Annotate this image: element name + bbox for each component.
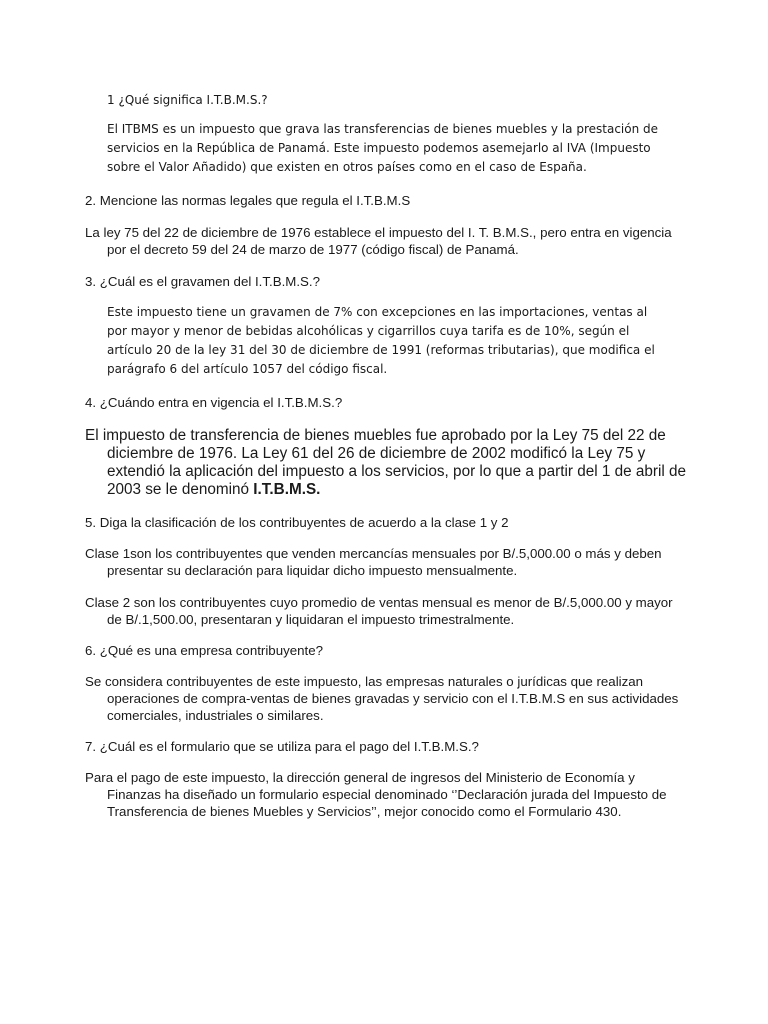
question-6-title: 6. ¿Qué es una empresa contribuyente?: [85, 643, 324, 658]
answer-4-text: El impuesto de transferencia de bienes muebles fue aprobado por la Ley 75 del 22 de diciembre de 1976. La Ley 61 del 26 de diciembre de 2002 modificó la Ley 75 y extendió la aplicación del impuesto a los servicios, por lo que a partir del 1 de abril de 2003 se le denominó: [85, 427, 687, 498]
question-7-title: 7. ¿Cuál es el formulario que se utiliza para el pago del I.T.B.M.S.?: [85, 739, 479, 754]
answer-6: Se considera contribuyentes de este impuesto, las empresas naturales o jurídicas que realizan operaciones de compra-ventas de bienes gravadas y servicio con el I.T.B.M.S en sus actividades comerciales, industriales o similares.: [85, 674, 679, 723]
answer-4: [85, 427, 699, 499]
question-5-title: 5. Diga la clasificación de los contribuyentes de acuerdo a la clase 1 y 2: [85, 515, 509, 530]
answer-1: El ITBMS es un impuesto que grava las transferencias de bienes muebles y la prestación de servicios en la República de Panamá. Este impuesto podemos asemejarlo al IVA (Impuesto sobre el Valor Añadido) que existen en otros países como en el caso de España.: [107, 122, 659, 174]
answer-7: Para el pago de este impuesto, la dirección general de ingresos del Ministerio de Economía y Finanzas ha diseñado un formulario especial denominado ‘’Declaración jurada del Impuesto de Transferencia de bienes Muebles y Servicios’’, mejor conocido como el Formulario 430.: [85, 770, 667, 819]
answer-3: Este impuesto tiene un gravamen de 7% con excepciones en las importaciones, ventas al por mayor y menor de bebidas alcohólicas y cigarrillos cuya tarifa es de 10%, según el artículo 20 de la ley 31 del 30 de diciembre de 1991 (reformas tributarias), que modifica el parágrafo 6 del artículo 1057 del código fiscal.: [107, 305, 655, 376]
question-4-title: 4. ¿Cuándo entra en vigencia el I.T.B.M.S.?: [85, 395, 343, 410]
question-2-title: 2. Mencione las normas legales que regula el I.T.B.M.S: [85, 193, 411, 208]
answer-5-class-2: Clase 2 son los contribuyentes cuyo promedio de ventas mensual es menor de B/.5,000.00 y mayor de B/.1,500.00, presentaran y liquidaran el impuesto trimestralmente.: [85, 595, 673, 627]
question-1-title: 1 ¿Qué significa I.T.B.M.S.?: [107, 93, 268, 107]
answer-2: La ley 75 del 22 de diciembre de 1976 establece el impuesto del I. T. B.M.S., pero entra en vigencia por el decreto 59 del 24 de marzo de 1977 (código fiscal) de Panamá.: [85, 225, 672, 257]
question-3-title: 3. ¿Cuál es el gravamen del I.T.B.M.S.?: [85, 274, 321, 289]
answer-5-class-1: Clase 1son los contribuyentes que venden mercancías mensuales por B/.5,000.00 o más y deben presentar su declaración para liquidar dicho impuesto mensualmente.: [85, 546, 662, 578]
answer-4-bold: I.T.B.M.S.: [253, 481, 321, 498]
